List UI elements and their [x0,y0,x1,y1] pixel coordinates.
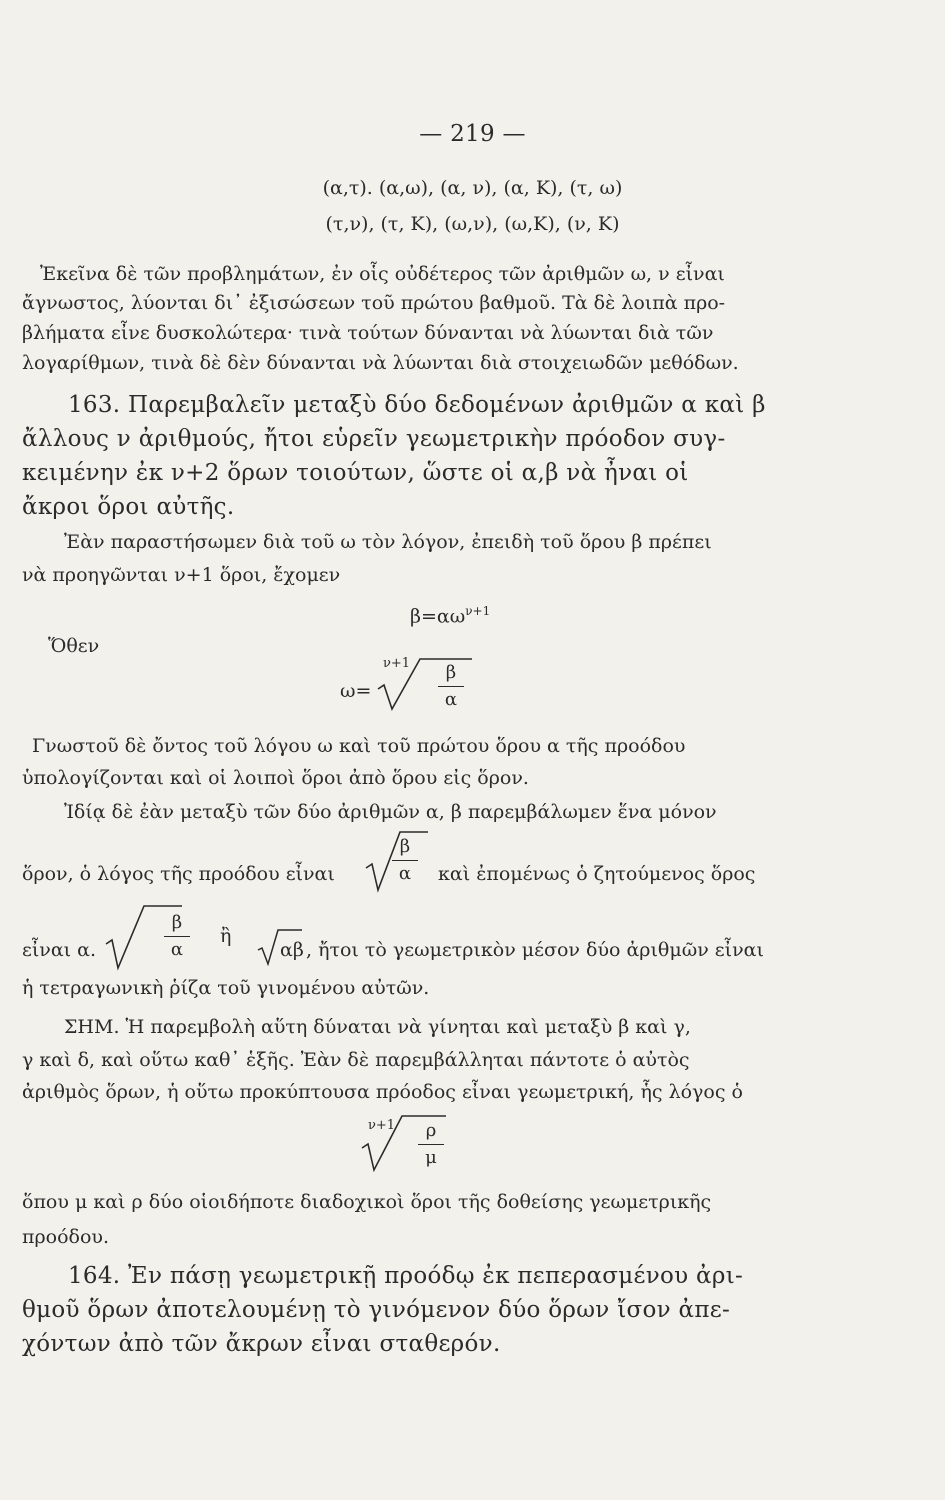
root-radicand: αβ [280,939,304,961]
text-line: Γνωστοῦ δὲ ὄντος τοῦ λόγου ω καὶ τοῦ πρώτου ὅρου α τῆς προόδου [32,735,686,757]
text-line: εἶναι α. [22,939,97,961]
text-line: λογαρίθμων, τινὰ δὲ δὲν δύνανται νὰ λύωνται διὰ στοιχειωδῶν μεθόδων. [22,352,739,374]
conjunction: ἢ [220,925,232,947]
note-line: ἀριθμὸς ὅρων, ἡ οὕτω προκύπτουσα πρόοδος εἶναι γεωμετρική, ἧς λόγος ὁ [22,1081,743,1103]
fraction-numerator: β [171,912,183,933]
fraction [392,836,418,885]
fraction [438,662,464,711]
section-heading-163: 163. Παρεμβαλεῖν μεταξὺ δύο δεδομένων ἀριθμῶν α καὶ β [68,392,766,418]
fraction-numerator: β [445,662,457,683]
pairs-line: (τ,ν), (τ, Κ), (ω,ν), (ω,Κ), (ν, Κ) [325,213,620,235]
fraction [164,912,190,961]
fraction-denominator: α [444,689,458,710]
text-line: ὅπου μ καὶ ρ δύο οἱοιδήποτε διαδοχικοὶ ὅροι τῆς δοθείσης γεωμετρικῆς [22,1191,712,1213]
pairs-line: (α,τ). (α,ω), (α, ν), (α, Κ), (τ, ω) [322,177,623,199]
text-line: , ἤτοι τὸ γεωμετρικὸν μέσον δύο ἀριθμῶν εἶναι [306,939,764,961]
text-line: προόδου. [22,1226,110,1248]
text-line: καὶ ἐπομένως ὁ ζητούμενος ὅρος [438,863,756,885]
fraction [418,1120,444,1169]
root-index: ν+1 [383,656,411,671]
text-line: ἡ τετραγωνικὴ ῥίζα τοῦ γινομένου αὐτῶν. [22,977,430,999]
note-line: ΣΗΜ. Ἡ παρεμβολὴ αὕτη δύναται νὰ γίνηται καὶ μεταξὺ β καὶ γ, [64,1016,691,1038]
formula-omega-lhs: ω= [340,680,372,702]
page-number: — 219 — [419,121,526,147]
fraction-denominator: α [398,863,412,884]
text-line: Ἰδίᾳ δὲ ἐὰν μεταξὺ τῶν δύο ἀριθμῶν α, β παρεμβάλωμεν ἕνα μόνον [64,801,717,823]
formula-lhs: β=αω [410,605,466,628]
formula-exponent: ν+1 [465,604,491,618]
fraction-denominator: α [170,939,184,960]
text-line: βλήματα εἶνε δυσκολώτερα· τινὰ τούτων δύνανται νὰ λύωνται διὰ τῶν [22,322,714,344]
fraction-numerator: β [399,836,411,857]
text-line: κειμένην ἐκ ν+2 ὅρων τοιούτων, ὥστε οἱ α,β νὰ ἦναι οἱ [22,460,689,486]
text-line: ἄγνωστος, λύονται δι᾽ ἐξισώσεων τοῦ πρώτου βαθμοῦ. Τὰ δὲ λοιπὰ προ- [22,292,726,314]
note-line: γ καὶ δ, καὶ οὕτω καθ᾽ ἑξῆς. Ἐὰν δὲ παρεμβάλληται πάντοτε ὁ αὐτὸς [22,1049,690,1071]
root-index: ν+1 [368,1118,396,1133]
text-line: νὰ προηγῶνται ν+1 ὅροι, ἔχομεν [22,564,341,586]
section-heading-164: 164. Ἐν πάσῃ γεωμετρικῇ προόδῳ ἐκ πεπερασμένου ἀρι- [68,1263,744,1289]
text-line: ἄκροι ὅροι αὐτῆς. [22,494,235,520]
fraction-numerator: ρ [425,1120,437,1141]
text-line: ὑπολογίζονται καὶ οἱ λοιποὶ ὅροι ἀπὸ ὅρου εἰς ὅρον. [22,767,529,789]
text-line: ἄλλους ν ἀριθμούς, ἤτοι εὑρεῖν γεωμετρικὴν πρόοδον συγ- [22,426,726,452]
othen-label: Ὅθεν [48,635,100,657]
formula-beta [410,604,490,627]
text-line: χόντων ἀπὸ τῶν ἄκρων εἶναι σταθερόν. [22,1331,501,1357]
text-line: θμοῦ ὅρων ἀποτελουμένῃ τὸ γινόμενον δύο ὅρων ἴσον ἀπε- [22,1297,731,1323]
text-line: Ἐκεῖνα δὲ τῶν προβλημάτων, ἐν οἷς οὐδέτερος τῶν ἀριθμῶν ω, ν εἶναι [40,263,725,285]
text-line: Ἐὰν παραστήσωμεν διὰ τοῦ ω τὸν λόγον, ἐπειδὴ τοῦ ὅρου β πρέπει [64,531,712,553]
text-line: ὅρον, ὁ λόγος τῆς προόδου εἶναι [22,863,335,885]
fraction-denominator: μ [425,1147,437,1168]
